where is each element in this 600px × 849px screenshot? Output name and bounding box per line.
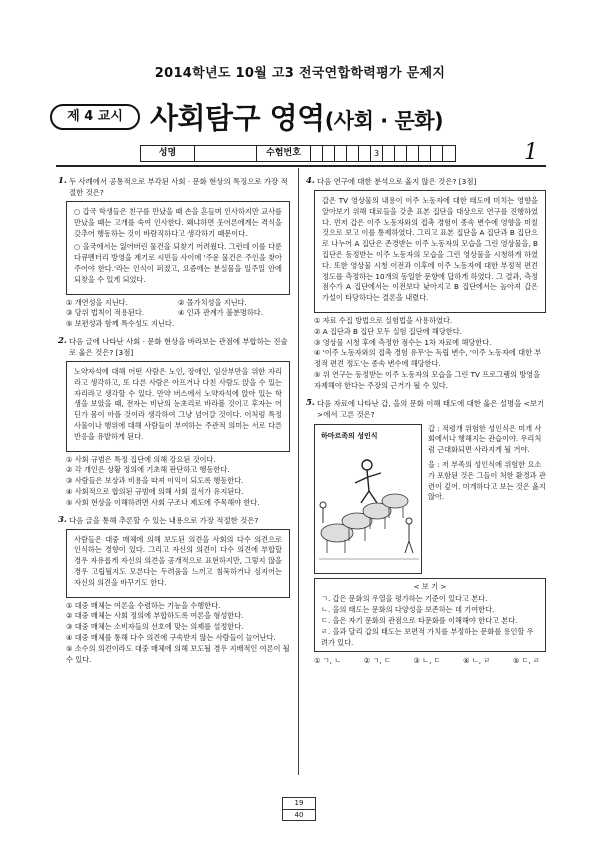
exam-number-cell[interactable] (431, 146, 443, 161)
answer-option[interactable]: ① 자료 수집 방법으로 실험법을 사용하였다. (314, 315, 453, 325)
question-prompt: 다음 글을 통해 추론할 수 있는 내용으로 가장 적절한 것은? (69, 515, 259, 525)
question-prompt: 두 사례에서 공통적으로 부각된 사회 · 문화 현상의 특징으로 가장 적절한 것은? (69, 177, 288, 197)
question-passage (66, 201, 290, 295)
exam-number-label: 수험번호 (257, 146, 311, 161)
dialogue (422, 424, 546, 574)
bogi-item: ㄴ. 을의 태도는 문화의 다양성을 보존하는 데 기여한다. (321, 605, 495, 615)
exam-number-cell[interactable] (419, 146, 431, 161)
question-number: 2. (58, 335, 67, 346)
answer-option[interactable]: ① 개연성을 지닌다. (66, 297, 128, 307)
answer-option[interactable]: ④ '이주 노동자와의 접촉 경험 유무'는 독립 변수, '이주 노동자에 대한 부정적 편견 정도'는 종속 변수에 해당한다. (314, 348, 542, 369)
passage-paragraph: 노약자석에 대해 어떤 사람은 노인, 장애인, 임산부만을 위한 자리라고 생각하고, 또 다른 사람은 아프거나 다친 사람도 앉을 수 있는 자리라고 생각할 수 있다. 만약 버스에서 노약자석에 앉아 있는 학생을 보았을 때, 전자는 비난의 눈초리로 바라볼 것이고 후자는 어딘가 몸이 아플 것이라 생각하여 그냥 넘어갈 것이다. 이처럼 특정 사물이나 행위에 대해 사람들이 부여하는 주관적 의미는 서로 다른 반응을 유발하게 된다. (74, 366, 282, 441)
student-id-row (140, 145, 456, 162)
question-2 (58, 336, 290, 509)
question-4 (306, 176, 546, 392)
answer-option[interactable]: ④ 사회적으로 합의된 규범에 의해 사회 질서가 유지된다. (66, 486, 244, 496)
question-passage (314, 190, 546, 313)
answer-option[interactable]: ⑤ ㄷ, ㄹ (512, 656, 540, 666)
question-prompt: 다음 연구에 대한 분석으로 옳지 않은 것은? [3점] (317, 177, 477, 186)
answer-option[interactable]: ③ 대중 매체는 소비자들의 선호에 맞는 의제를 설정한다. (66, 622, 244, 632)
exam-title: 2014학년도 10월 고3 전국연합학력평가 문제지 (154, 66, 446, 81)
bogi-item: ㄹ. 을과 달리 갑의 태도는 보편적 가치를 부정하는 문화를 용인할 우려가 있다. (321, 626, 534, 647)
answer-option[interactable]: ③ 당위 법칙이 적용된다. (66, 308, 145, 318)
answer-option[interactable]: ① 대중 매체는 여론을 수렴하는 기능을 수행한다. (66, 600, 221, 610)
question-3 (58, 515, 290, 666)
passage-paragraph: ○ 을국에서는 잃어버린 물건을 되찾기 어려웠다. 그런데 이를 다룬 다큐멘터리 방영을 계기로 시민들 사이에 '주운 물건은 주인을 찾아 주어야 한다.'라는 인식이 퍼졌고, 요즘에는 분실물을 일주일 안에 되찾을 수 있게 되었다. (74, 242, 282, 284)
passage-paragraph: 사람들은 대중 매체에 의해 보도된 의견을 사회의 다수 의견으로 인식하는 경향이 있다. 그리고 자신의 의견이 다수 의견에 부합할 경우 자유롭게 자신의 의견을 공개적으로 표현하지만, 그렇지 않을 경우 고립될지도 모른다는 두려움을 느끼고 침묵하거나 심지어는 자신의 의견을 바꾸기도 한다. (74, 534, 282, 587)
exam-number-cell[interactable] (335, 146, 347, 161)
answer-option[interactable]: ④ ㄴ, ㄹ (463, 656, 491, 666)
answer-option[interactable]: ② 몰가치성을 지닌다. (178, 297, 247, 307)
figure-title: 하마르족의 성인식 (321, 431, 378, 440)
right-column (306, 176, 546, 673)
subject-subtitle: (사회 · 문화) (324, 109, 444, 133)
subject-title (150, 96, 443, 137)
question-5 (306, 398, 546, 668)
speaker-gap: 갑 : 적령개 위험한 성인식은 미개 사회에서나 행해지는 관습이야. 우리처럼 근대화되면 사라지게 될 거야. (428, 423, 542, 455)
answer-option[interactable]: ④ 인과 관계가 불분명하다. (178, 308, 264, 318)
exam-number-cell[interactable] (383, 146, 395, 161)
exam-number-cell[interactable] (347, 146, 359, 161)
answer-options (306, 656, 546, 667)
answer-options (58, 455, 290, 509)
column-divider (298, 168, 299, 775)
exam-number-cell[interactable] (323, 146, 335, 161)
answer-options (58, 601, 290, 666)
answer-option[interactable]: ② 대중 매체는 사회 정의에 부합하도록 여론을 형성한다. (66, 611, 244, 621)
exam-number-cell[interactable] (359, 146, 371, 161)
question-passage (66, 529, 290, 598)
bogi-title: < 보 기 > (413, 581, 447, 591)
page-counter-total: 40 (294, 811, 304, 819)
question-number: 4. (306, 176, 315, 186)
question-number: 5. (306, 397, 315, 408)
question-number: 3. (58, 514, 67, 525)
bogi-item: ㄷ. 을은 자기 문화의 관점으로 타문화를 이해해야 한다고 본다. (321, 615, 518, 625)
passage-paragraph: ○ 갑국 학생들은 친구를 만났을 때 손을 흔들며 인사하지만 교사를 만났을 때는 고개를 숙여 인사한다. 왜냐하면 웃어른에게는 격식을 갖추어 행동하는 것이 바람직하다고 생각하기 때문이다. (74, 207, 282, 238)
subject-main: 사회탐구 영역 (150, 101, 325, 135)
page-number: 1 (524, 140, 538, 165)
answer-option[interactable]: ② 각 개인은 상황 정의에 기초해 판단하고 행동한다. (66, 465, 230, 475)
answer-option[interactable]: ① 사회 규범은 특정 집단에 의해 강요된 것이다. (66, 454, 216, 464)
answer-option[interactable]: ⑤ 보편성과 함께 특수성도 지닌다. (66, 319, 175, 329)
answer-option[interactable]: ③ ㄴ, ㄷ (413, 656, 441, 666)
answer-options (58, 298, 290, 330)
answer-option[interactable]: ③ 영상물 시청 후에 측정한 점수는 1차 자료에 해당한다. (314, 337, 492, 347)
answer-option[interactable]: ⑤ 위 연구는 동정받는 이주 노동자의 모습을 그린 TV 프로그램의 방영을 자제해야 한다는 주장의 근거가 될 수 있다. (314, 369, 541, 390)
page-counter-current: 19 (283, 798, 315, 810)
ceremony-illustration (315, 425, 422, 574)
page-counter (282, 797, 316, 821)
bogi-item: ㄱ. 갑은 문화의 우열을 평가하는 기준이 있다고 본다. (321, 594, 488, 604)
answer-option[interactable]: ② ㄱ, ㄷ (363, 656, 391, 666)
exam-number-cell[interactable] (395, 146, 407, 161)
question-prompt: 다음 자료에 나타난 갑, 을의 문화 이해 태도에 대한 옳은 설명을 <보기>에서 고른 것은? (317, 398, 545, 419)
question-prompt: 다음 글에 나타난 사회 · 문화 현상을 바라보는 관점에 부합하는 진술로 옳은 것은? [3점] (69, 336, 288, 357)
answer-option[interactable]: ④ 대중 매체를 통해 다수 의견에 구속받지 않는 사람들이 늘어난다. (66, 632, 276, 642)
question-passage (66, 361, 290, 452)
session-badge: 제 4 교시 (50, 104, 140, 130)
answer-option[interactable]: ⑤ 소수의 의견이라도 대중 매체에 의해 보도될 경우 지배적인 여론이 될 수 있다. (66, 643, 290, 664)
exam-number-cell[interactable] (407, 146, 419, 161)
illustration-figure (314, 424, 422, 574)
answer-option[interactable]: ⑤ 사회 현상을 이해하려면 사회 구조나 제도에 주목해야 한다. (66, 497, 260, 507)
name-label: 성명 (141, 146, 195, 161)
question-number: 1. (58, 176, 67, 186)
passage-paragraph: 갑은 TV 영상물의 내용이 이주 노동자에 대한 태도에 미치는 영향을 알아보기 위해 대료들을 갖춘 표본 집단을 대상으로 연구를 진행하였다. 먼저 갑은 이주 노동자와의 접촉 경험이 종속 변수에 영향을 미칠 것으로 보고 이를 통제하였다. 그리고 표본 집단을 A 집단과 B 집단으로 나누어 A 집단은 존경받는 이주 노동자의 모습을 그린 영상물을, B 집단은 동정받는 이주 노동자의 모습을 그린 영상물을 시청하게 하였다. 또한 영상물 시청 이전과 이후에 이주 노동자에 대한 부정적 편견 정도를 측정하는 10개의 동일한 문항에 답하게 하였다. 그 결과, 측정 점수가 A 집단에서는 이전보다 낮아지고 B 집단에서는 높아져 갑은 가설이 타당하다는 결론을 내렸다. (322, 196, 538, 303)
answer-option[interactable]: ① ㄱ, ㄴ (314, 656, 342, 666)
exam-number-cell[interactable] (443, 146, 455, 161)
speaker-eul: 을 : 저 부족의 성인식에 위험한 요소가 포함된 것은 그들이 처한 환경과 관련이 깊어. 미개하다고 보는 것은 옳지 않아. (428, 459, 546, 502)
answer-option[interactable]: ② A 집단과 B 집단 모두 실험 집단에 해당한다. (314, 326, 462, 336)
header-rule (56, 165, 546, 167)
question-1 (58, 176, 290, 330)
answer-option[interactable]: ③ 사람들은 보상과 비용을 따져 이익이 되도록 행동한다. (66, 476, 244, 486)
exam-number-cell[interactable] (311, 146, 323, 161)
left-column (58, 176, 290, 671)
name-field[interactable] (195, 146, 257, 161)
exam-number-digit: 3 (371, 146, 383, 161)
answer-options (306, 316, 546, 392)
bogi-box (314, 578, 546, 653)
